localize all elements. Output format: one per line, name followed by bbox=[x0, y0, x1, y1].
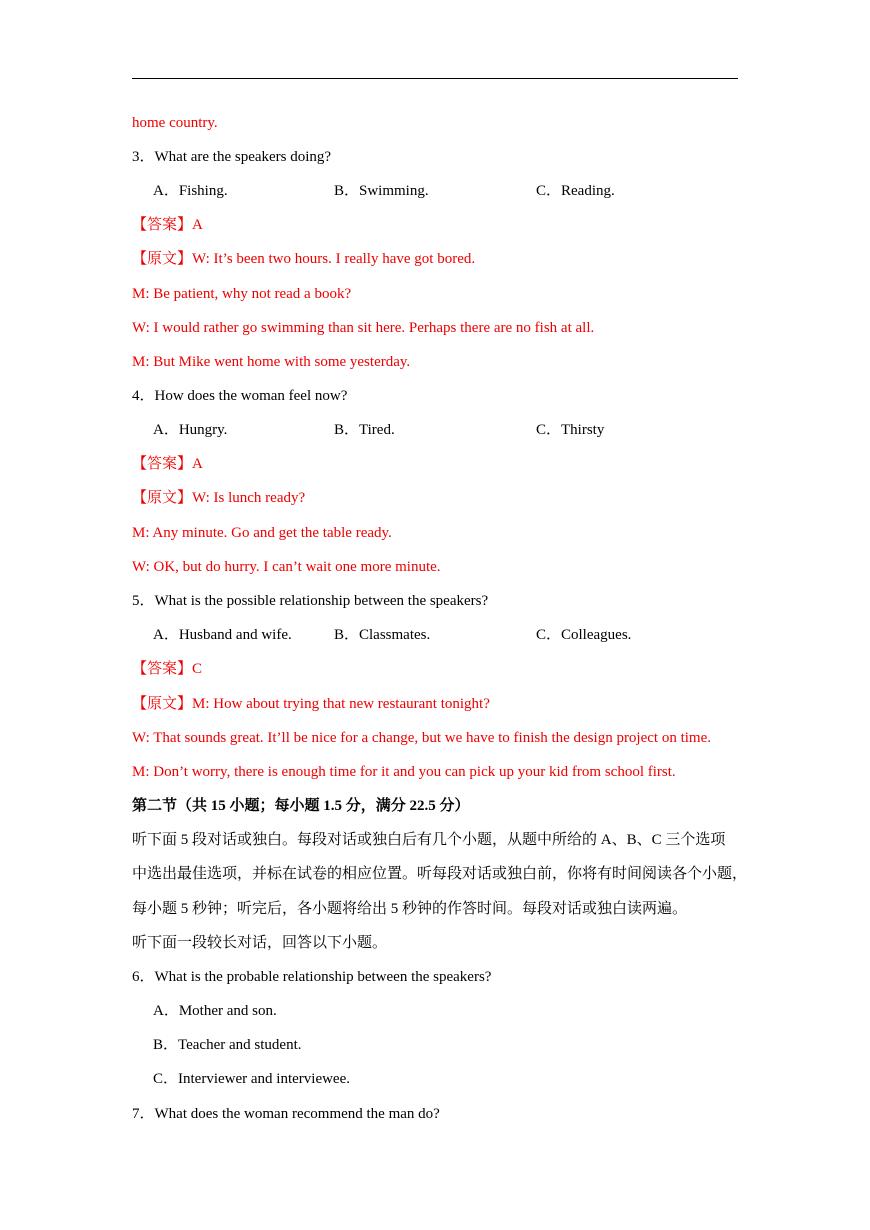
q6-option-b: B．Teacher and student. bbox=[153, 1037, 302, 1053]
q4-transcript-line: M: Any minute. Go and get the table ready. bbox=[132, 525, 392, 541]
question-6: 6．What is the probable relationship between the speakers? bbox=[132, 969, 492, 985]
q2-transcript-tail: home country. bbox=[132, 115, 218, 131]
q5-transcript-line: 【原文】M: How about trying that new restaurant tonight? bbox=[132, 696, 490, 712]
q5-option-a: A．Husband and wife. bbox=[153, 627, 292, 643]
q4-option-b: B．Tired. bbox=[334, 422, 395, 438]
q5-option-c: C．Colleagues. bbox=[536, 627, 632, 643]
q4-answer: 【答案】A bbox=[132, 456, 203, 472]
question-4: 4．How does the woman feel now? bbox=[132, 388, 348, 404]
q4-transcript-line: 【原文】W: Is lunch ready? bbox=[132, 490, 306, 506]
q3-transcript-line: 【原文】W: It’s been two hours. I really have got bored. bbox=[132, 251, 476, 267]
section-2-instruction-line: 听下面 5 段对话或独白。每段对话或独白后有几个小题，从题中所给的 A、B、C 三个选项 bbox=[132, 832, 726, 848]
section-2-heading: 第二节（共 15 小题；每小题 1.5 分，满分 22.5 分） bbox=[132, 798, 470, 814]
q4-transcript-line: W: OK, but do hurry. I can’t wait one more minute. bbox=[132, 559, 441, 575]
q6-option-a: A．Mother and son. bbox=[153, 1003, 277, 1019]
q3-option-c: C．Reading. bbox=[536, 183, 615, 199]
q3-transcript-line: M: But Mike went home with some yesterday. bbox=[132, 354, 411, 370]
q4-option-a: A．Hungry. bbox=[153, 422, 228, 438]
q3-transcript-line: M: Be patient, why not read a book? bbox=[132, 286, 352, 302]
question-5: 5．What is the possible relationship between the speakers? bbox=[132, 593, 489, 609]
q3-option-b: B．Swimming. bbox=[334, 183, 429, 199]
section-2-instruction-line: 中选出最佳选项，并标在试卷的相应位置。听每段对话或独白前，你将有时间阅读各个小题， bbox=[132, 866, 748, 882]
question-7: 7．What does the woman recommend the man do? bbox=[132, 1106, 440, 1122]
q6-option-c: C．Interviewer and interviewee. bbox=[153, 1071, 350, 1087]
q3-option-a: A．Fishing. bbox=[153, 183, 228, 199]
q3-transcript-line: W: I would rather go swimming than sit here. Perhaps there are no fish at all. bbox=[132, 320, 595, 336]
question-3: 3．What are the speakers doing? bbox=[132, 149, 332, 165]
section-2-instruction-line: 每小题 5 秒钟；听完后，各小题将给出 5 秒钟的作答时间。每段对话或独白读两遍。 bbox=[132, 901, 688, 917]
q4-option-c: C．Thirsty bbox=[536, 422, 605, 438]
q5-answer: 【答案】C bbox=[132, 661, 203, 677]
q3-answer: 【答案】A bbox=[132, 217, 203, 233]
header-rule bbox=[132, 78, 738, 79]
q5-transcript-line: W: That sounds great. It’ll be nice for a change, but we have to finish the design project on time. bbox=[132, 730, 711, 746]
q5-option-b: B．Classmates. bbox=[334, 627, 431, 643]
q5-transcript-line: M: Don’t worry, there is enough time for it and you can pick up your kid from school first. bbox=[132, 764, 676, 780]
section-2-sub-instruction: 听下面一段较长对话，回答以下小题。 bbox=[132, 935, 388, 951]
